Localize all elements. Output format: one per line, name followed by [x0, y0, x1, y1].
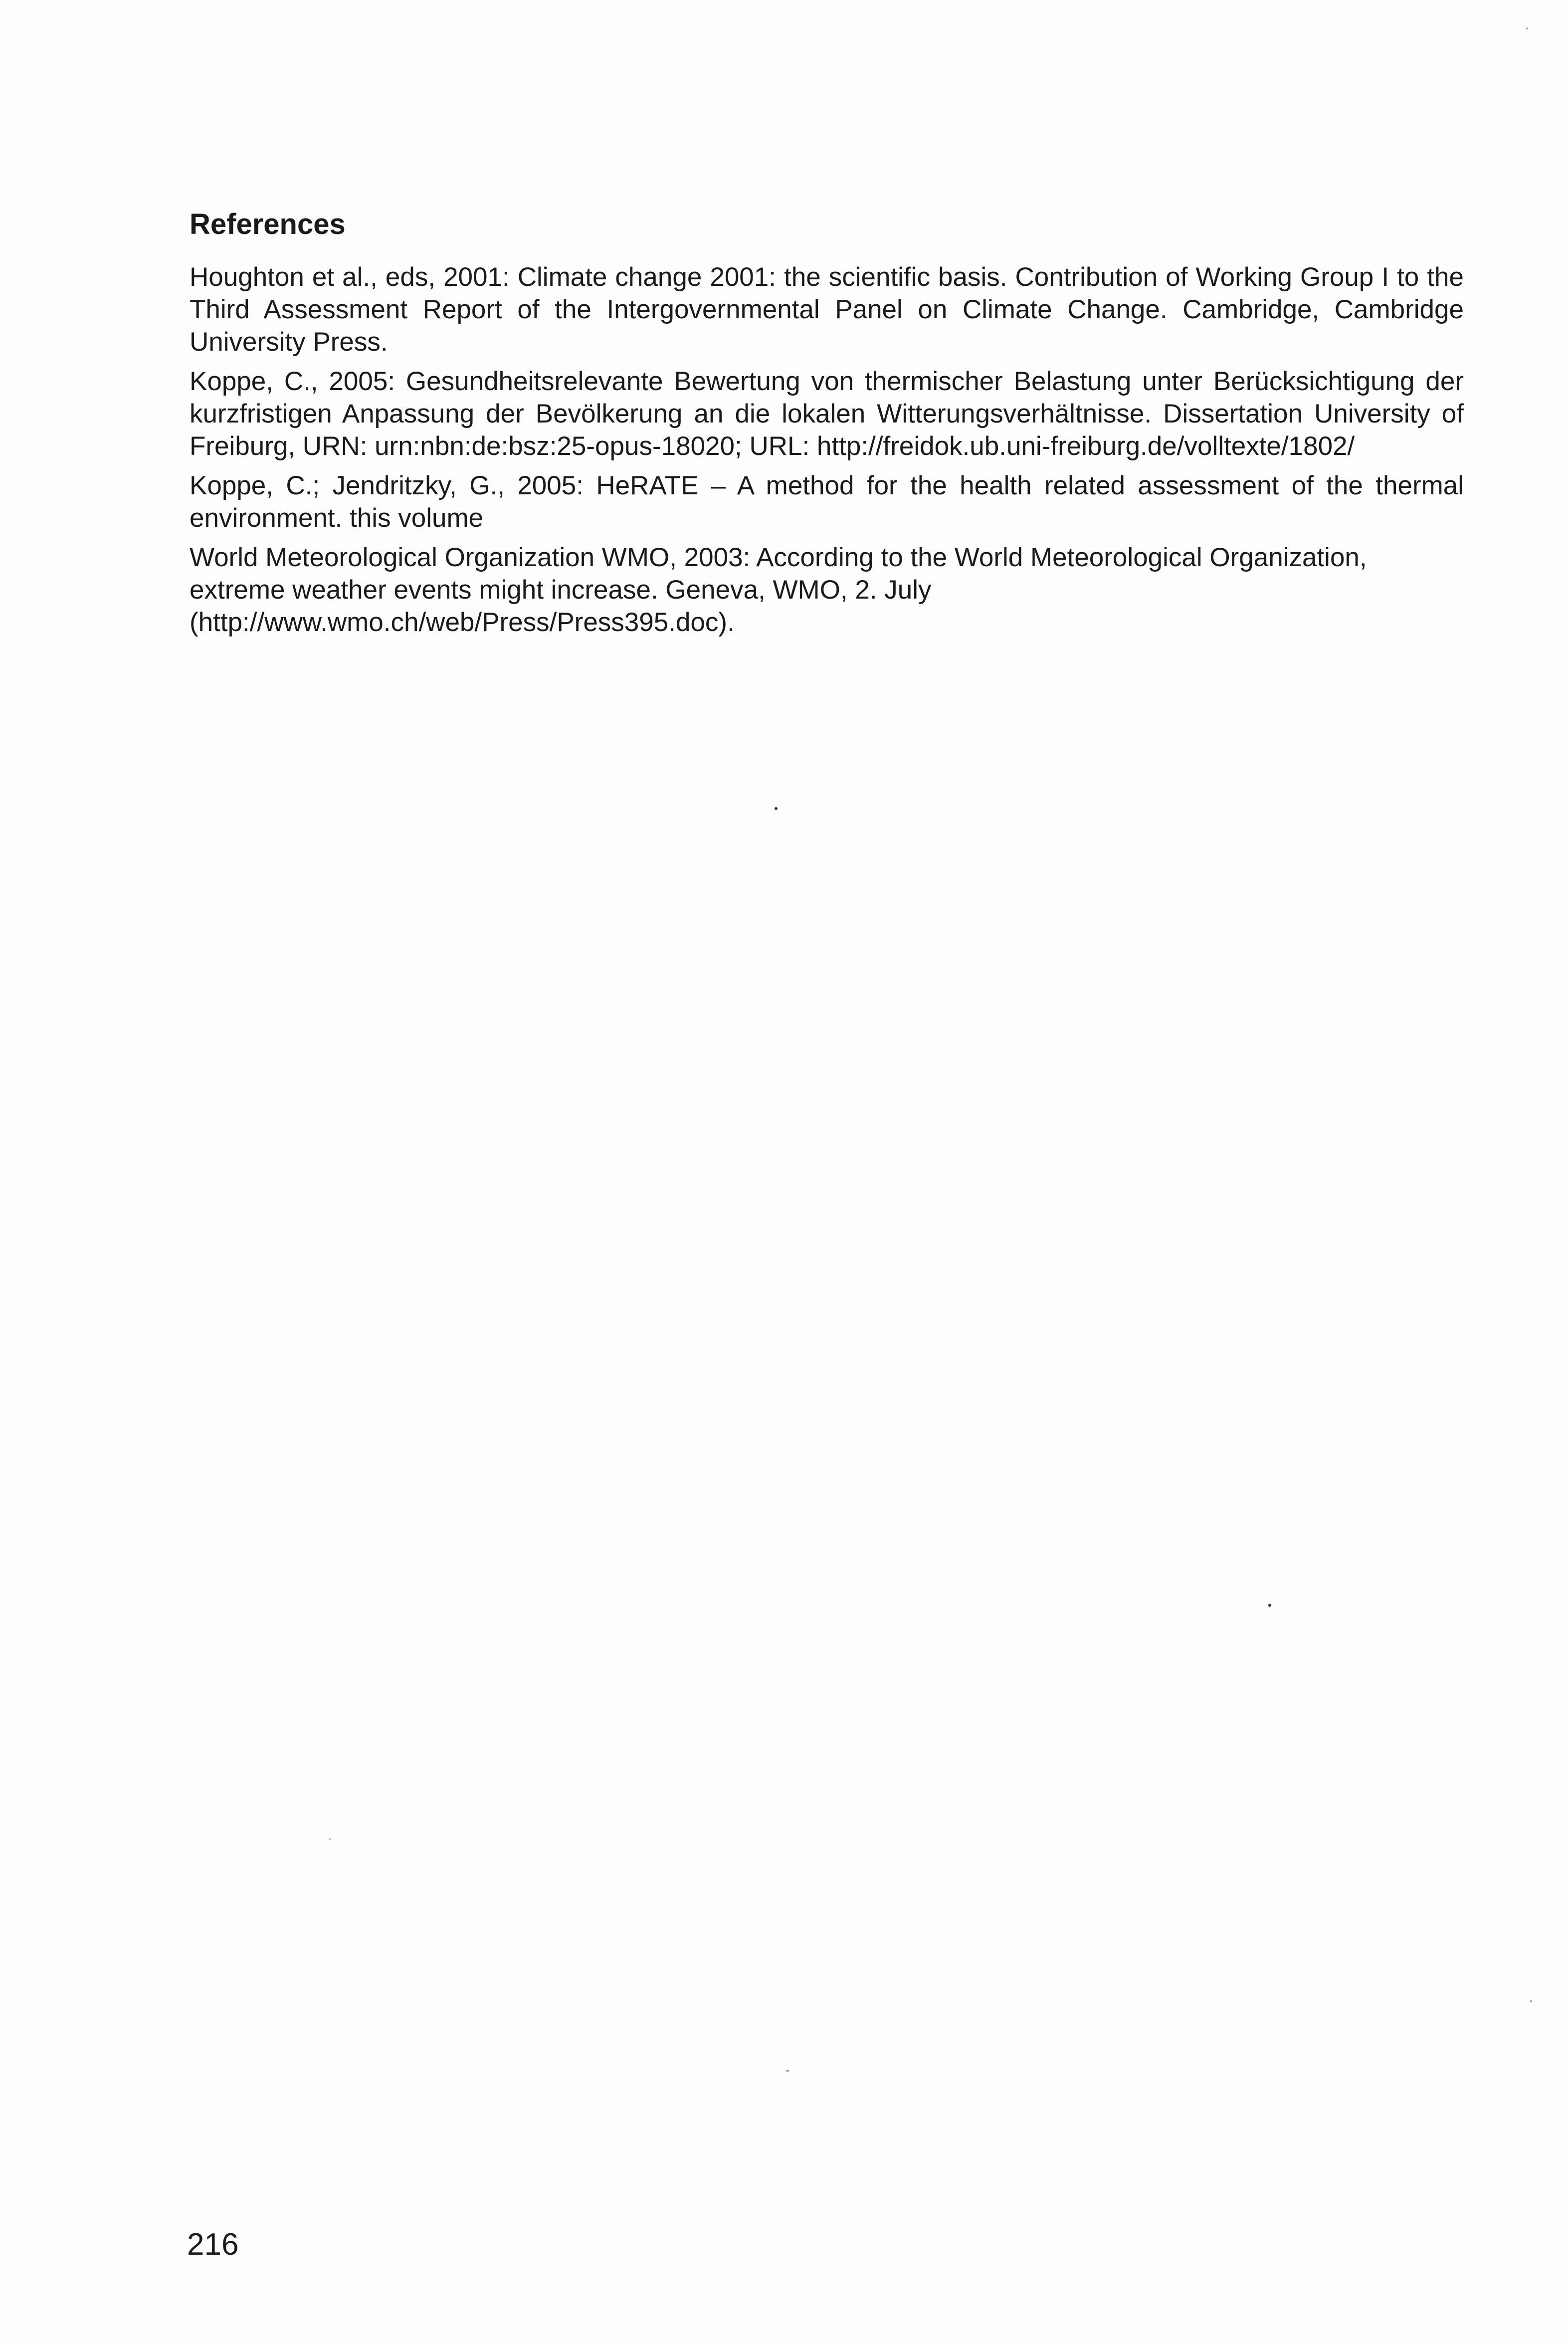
scan-speck	[1268, 1604, 1271, 1607]
references-heading: References	[190, 208, 346, 240]
scan-speck	[1526, 27, 1528, 29]
references-section	[190, 202, 1464, 645]
reference-list	[190, 261, 1464, 639]
reference-entry-wmo: World Meteorological Organization WMO, 2003: According to the World Meteorological Organization, extreme weather events might increase. Geneva, WMO, 2. July (http://www.wmo.ch/web/Press/Press395.doc).	[190, 543, 1367, 637]
scan-speck	[775, 807, 778, 810]
reference-entry-houghton: Houghton et al., eds, 2001: Climate change 2001: the scientific basis. Contribution of Working Group I to the Third Assessment Report of the Intergovernmental Panel on Climate Change. Cambridge, Cambridge University Press.	[190, 262, 1464, 357]
scan-speck	[329, 1838, 331, 1840]
scan-speck	[1530, 2000, 1532, 2002]
scan-speck	[785, 2070, 789, 2072]
page-number: 216	[187, 2227, 239, 2262]
reference-entry-koppe-jendritzky: Koppe, C.; Jendritzky, G., 2005: HeRATE – A method for the health related assessment of the thermal environment. this volume	[190, 471, 1464, 533]
reference-entry-koppe-2005: Koppe, C., 2005: Gesundheitsrelevante Bewertung von thermischer Belastung unter Berücksichtigung der kurzfristigen Anpassung der Bevölkerung an die lokalen Witterungsverhältnisse. Dissertation University of Freiburg, URN: urn:nbn:de:bsz:25-opus-18020; URL: http://freidok.ub.uni-freiburg.de/volltexte/1802/	[190, 367, 1464, 461]
